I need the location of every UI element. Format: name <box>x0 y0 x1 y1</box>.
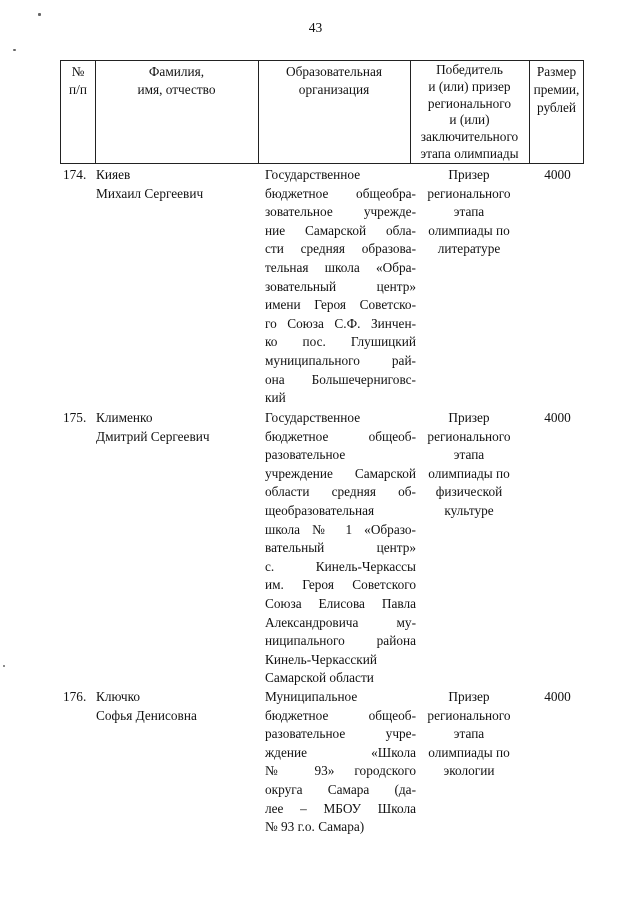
prize-amount: 4000 <box>544 167 571 182</box>
olympiad-result: Призер регионального этапа олимпиады по литературе <box>427 167 511 257</box>
organization: Муниципальное бюджетное общеоб- разовательное учре- ждение «Школа № 93» городского округа Самара (да- лее – МБОУ Школа № 93 г.о. Самара) <box>265 689 416 835</box>
header-number: № п/п <box>69 64 87 97</box>
prize-amount: 4000 <box>544 410 571 425</box>
header-organization: Образовательная организация <box>286 64 382 97</box>
organization: Государственное бюджетное общеобра- зовательное учрежде- ние Самарской обла- сти средняя образова- тельная школа «Обра- зовательный центр» имени Героя Советско- го Союза С.Ф. Зинчен- ко пос. Глушицкий муниципального рай- она Большечерниговс- кий <box>265 167 416 406</box>
olympiad-result: Призер регионального этапа олимпиады по физической культуре <box>427 410 511 518</box>
page-number: 43 <box>308 20 323 35</box>
olympiad-result: Призер регионального этапа олимпиады по экологии <box>427 689 511 779</box>
student-name: Ключко Софья Денисовна <box>96 689 197 723</box>
row-number: 175. <box>63 410 87 425</box>
table-header <box>60 60 584 164</box>
scan-speck <box>3 665 5 667</box>
prize-amount: 4000 <box>544 689 571 704</box>
organization: Государственное бюджетное общеоб- разовательное учреждение Самарской области средняя об- щеобразовательная школа № 1 «Образо- вательный центр» с. Кинель-Черкассы им. Героя Советского Союза Елисова Павла Александровича му- ниципального района Кинель-Черкасский Самарской области <box>265 410 416 686</box>
row-number: 176. <box>63 689 87 704</box>
header-prize: Размер премии, рублей <box>533 64 580 115</box>
student-name: Кияев Михаил Сергеевич <box>96 167 204 201</box>
header-result: Победитель и (или) призер регионального и (или) заключительного этапа олимпиады <box>420 62 519 161</box>
student-name: Клименко Дмитрий Сергеевич <box>96 410 210 444</box>
row-number: 174. <box>63 167 87 182</box>
scan-speck <box>38 13 41 16</box>
header-name: Фамилия, имя, отчество <box>137 64 216 97</box>
scan-speck <box>13 49 16 51</box>
